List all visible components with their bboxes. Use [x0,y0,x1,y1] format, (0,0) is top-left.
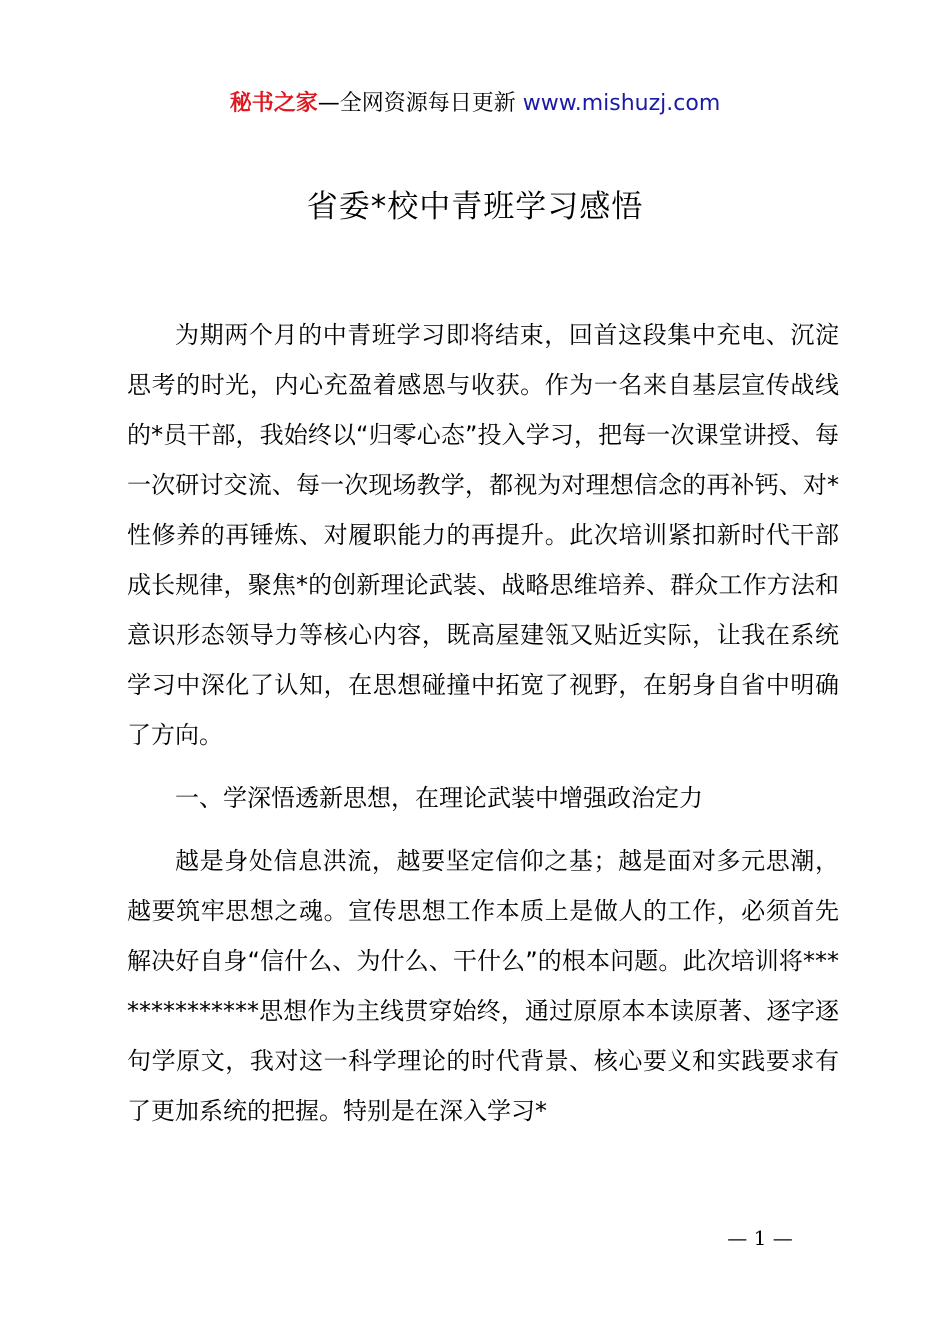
page-number: — 1 — [727,1226,793,1250]
site-header [0,88,950,120]
intro-paragraph: 为期两个月的中青班学习即将结束，回首这段集中充电、沉淀思考的时光，内心充盈着感恩与收获。作为一名来自基层宣传战线的*员干部，我始终以“归零心态”投入学习，把每一次课堂讲授、每一次研讨交流、每一次现场教学，都视为对理想信念的再补钙、对*性修养的再锤炼、对履职能力的再提升。此次培训紧扣新时代干部成长规律，聚焦*的创新理论武装、战略思维培养、群众工作方法和意识形态领导力等核心内容，既高屋建瓴又贴近实际，让我在系统学习中深化了认知，在思想碰撞中拓宽了视野，在躬身自省中明确了方向。 [127,321,839,749]
document-body [127,310,839,1136]
document-title: 省委*校中青班学习感悟 [306,189,644,225]
section-heading-1: 一、学深悟透新思想，在理论武装中增强政治定力 [175,784,703,812]
site-slogan: —全网资源每日更新 [317,91,523,116]
site-url[interactable]: www.mishuzj.com [522,91,721,116]
section-1-paragraph: 越是身处信息洪流，越要坚定信仰之基；越是面对多元思潮，越要筑牢思想之魂。宣传思想工作本质上是做人的工作，必须首先解决好自身“信什么、为什么、干什么”的根本问题。此次培训将**************思想作为主线贯穿始终，通过原原本本读原著、逐字逐句学原文，我对这一科学理论的时代背景、核心要义和实践要求有了更加系统的把握。特别是在深入学习* [127,847,839,1125]
brand-name: 秘书之家 [229,91,318,116]
